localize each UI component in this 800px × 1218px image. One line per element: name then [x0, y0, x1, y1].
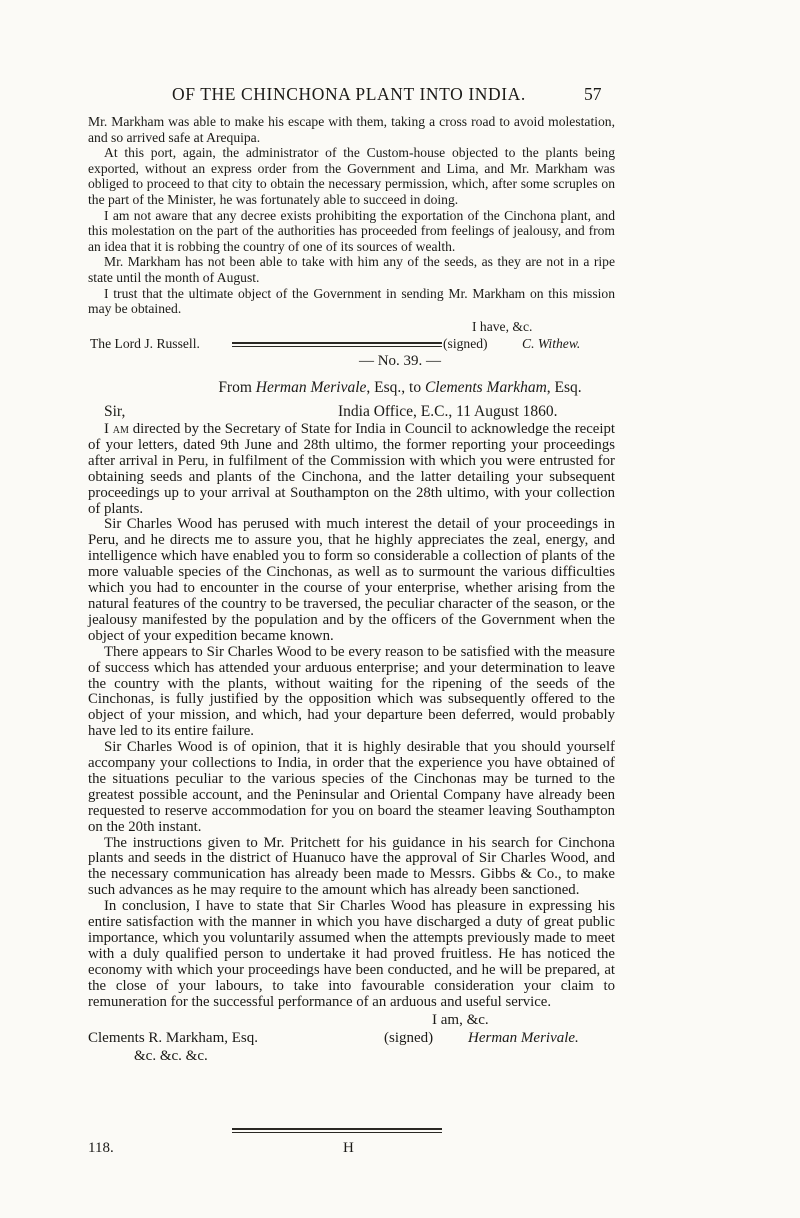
- addressee-etc: &c. &c. &c.: [134, 1047, 208, 1064]
- signature-block: [88, 1013, 615, 1067]
- sender-name: Herman Merivale: [255, 379, 367, 396]
- opening-words: I am: [104, 421, 129, 437]
- signature-mark: H: [343, 1140, 354, 1156]
- document-number: — No. 39. —: [358, 353, 442, 369]
- closing: I am, &c.: [432, 1011, 489, 1028]
- recipient-suffix: , Esq.: [546, 379, 582, 396]
- sheet-number: 118.: [88, 1140, 114, 1156]
- paragraph: There appears to Sir Charles Wood to be every reason to be satisfied with the measure of success which has attended your arduous enterprise; and your determination to leave the country with the plants, without waiting for the ripening of the seeds of the Cinchonas, is fully justified by the opposition which was subsequently offered to the object of your mission, and which, had your departure been deferred, would probably have led to its entire failure.: [88, 643, 615, 740]
- addressee: Clements R. Markham, Esq.: [88, 1029, 258, 1046]
- paragraph: Sir Charles Wood is of opinion, that it is highly desirable that you should yourself accompany your collections to India, in order that the experience you have obtained of the situations peculiar to the various species of the Cinchonas may be turned to the greatest possible account, and the Peninsular and Oriental Company have already been requested to reserve accommodation for you on board the steamer leaving Southampton on the 20th instant.: [88, 739, 615, 835]
- paragraph: At this port, again, the administrator of the Custom-house objected to the plants being exported, without an express order from the Government and Lima, and Mr. Markham was obliged to proceed to that city to obtain the necessary permission, which, after some scruples on the part of the Minister, he was fortunately able to succeed in doing.: [88, 145, 615, 207]
- paragraph: Mr. Markham has not been able to take with him any of the seeds, as they are not in a ripe state until the month of August.: [88, 254, 615, 285]
- footer-divider: [232, 1128, 442, 1133]
- recipient-name: Clements Markham: [424, 379, 547, 396]
- closing-row: [88, 319, 615, 335]
- paragraph: In conclusion, I have to state that Sir Charles Wood has pleasure in expressing his entire satisfaction with the manner in which you have discharged a duty of great public importance, which you voluntarily assumed when the attempts previously made to meet with a duly qualified person to undertake it had proved fruitless. He has noticed the economy with which your proceedings have been conducted, and he will be prepared, at the close of your labours, to take into favourable consideration your claim to remuneration for the successful performance of an arduous and useful service.: [88, 898, 615, 1010]
- running-title: OF THE CHINCHONA PLANT INTO INDIA.: [172, 84, 526, 104]
- letter-heading: [0, 379, 800, 397]
- paragraph: I am directed by the Secretary of State for India in Council to acknowledge the receipt of your letters, dated 9th June and 28th ultimo, the former reporting your proceedings after arrival in Peru, in fulfilment of the Commission with which you were entrusted for obtaining seeds and plants of the Cinchona, and the latter detailing your subsequent proceedings up to your arrival at Southampton on the 28th ultimo, with your collection of plants.: [88, 421, 615, 517]
- closing: I have, &c.: [472, 318, 533, 334]
- page-number: 57: [584, 84, 602, 104]
- letter-withew: [88, 114, 615, 353]
- signatory: C. Withew.: [522, 335, 581, 351]
- signed-label: (signed): [384, 1029, 434, 1046]
- paragraph: Mr. Markham was able to make his escape with them, taking a cross road to avoid molestation, and so arrived safe at Arequipa.: [88, 114, 615, 145]
- salutation: Sir,: [104, 403, 126, 420]
- letter-date: India Office, E.C., 11 August 1860.: [338, 403, 558, 420]
- page-footer: [0, 1140, 800, 1160]
- addressee: The Lord J. Russell.: [90, 335, 200, 351]
- letter-merivale: [88, 404, 615, 1067]
- signatory: Herman Merivale.: [468, 1029, 579, 1046]
- running-head: [0, 84, 800, 108]
- sender-suffix: , Esq., to: [366, 379, 422, 396]
- signed-label: (signed): [443, 335, 488, 351]
- from-label: From: [218, 379, 252, 396]
- salutation-row: [88, 404, 615, 422]
- paragraph: I am not aware that any decree exists prohibiting the exportation of the Cinchona plant, and this molestation on the part of the authorities has proceeded from feelings of jealousy, and from an idea that it is robbing the country of one of its sources of wealth.: [88, 207, 615, 254]
- paragraph: I trust that the ultimate object of the Government in sending Mr. Markham on this mission may be obtained.: [88, 285, 615, 317]
- paragraph: Sir Charles Wood has perused with much interest the detail of your proceedings in Peru, and he directs me to assure you, that he highly appreciates the zeal, energy, and intelligence which have enabled you to form so considerable a collection of plants of the more valuable species of the Cinchonas, as well as to surmount the various difficulties which you had to encounter in the course of your enterprise, whether arising from the natural features of the country to be traversed, the peculiar character of the season, or the jealousy manifested by the population and by the officers of the Government when the object of your expedition became known.: [88, 516, 615, 644]
- paragraph: The instructions given to Mr. Pritchett for his guidance in his search for Cinchona plants and seeds in the district of Huanuco have the approval of Sir Charles Wood, and the necessary communication has already been made to Messrs. Gibbs & Co., to make such advances as he may require to the amount which has already been sanctioned.: [88, 834, 615, 899]
- section-divider: [232, 342, 442, 347]
